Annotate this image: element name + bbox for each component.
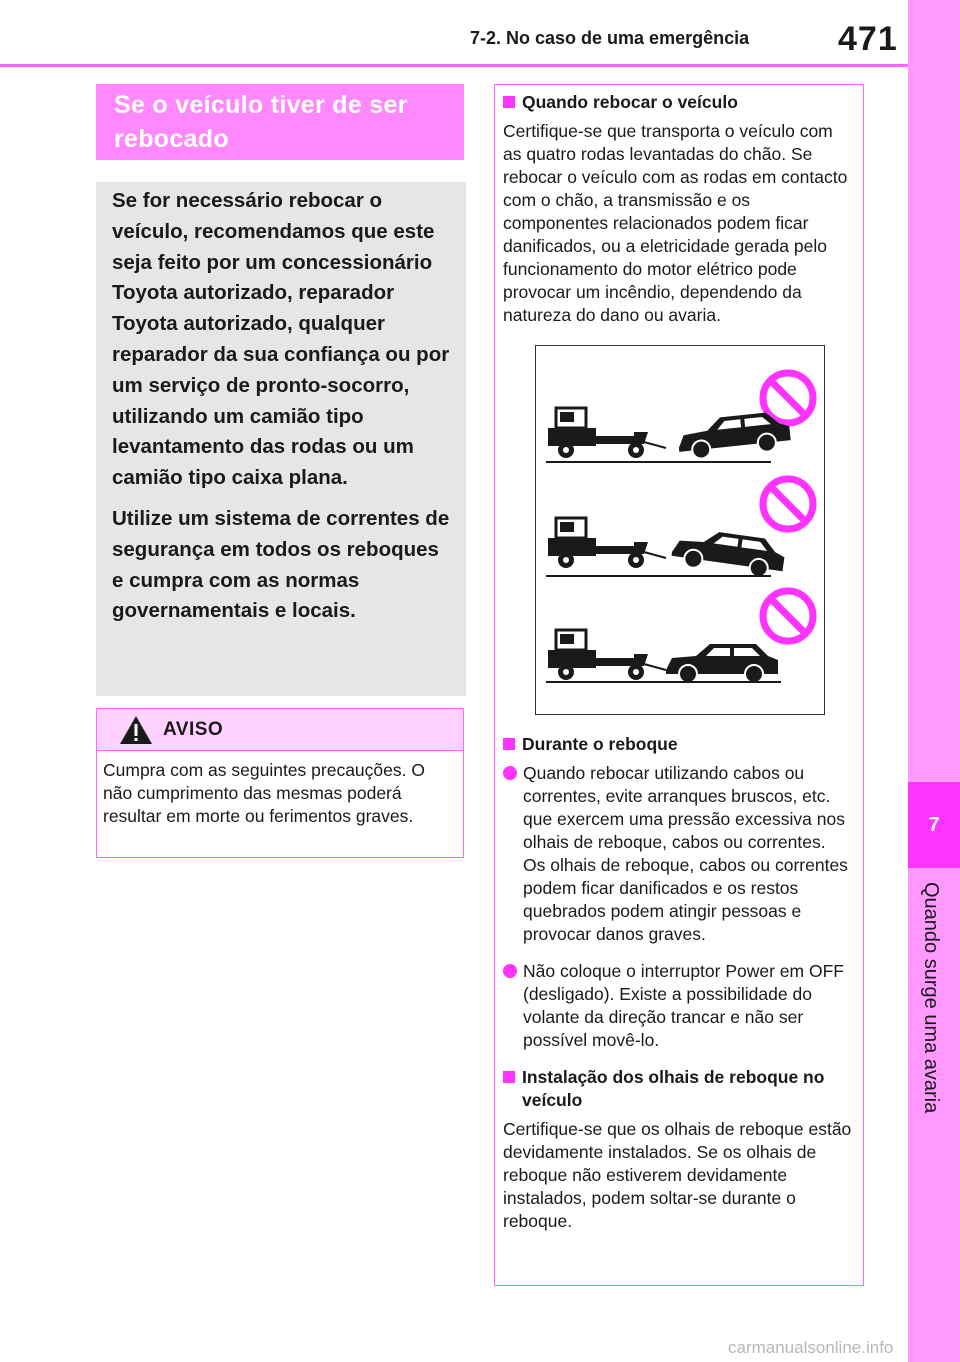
towing-text: Certifique-se que transporta o veículo com as quatro rodas levantadas do chão. Se rebocar o veículo com as rodas em contacto com o chão, a transmissão e os componentes relacionados podem ficar danificados, ou a eletricidade gerada pelo funcionamento do motor elétrico pode provocar um incêndio, dependendo da natureza do dano ou avaria. [503, 121, 848, 325]
towing-illustration [535, 345, 825, 715]
tow-truck-icon-1 [548, 408, 666, 458]
during-heading-text: Durante o reboque [522, 734, 678, 754]
towed-car-icon-2 [670, 526, 786, 580]
square-bullet-icon [503, 1071, 515, 1083]
eyes-heading [503, 1066, 855, 1112]
watermark: carmanualsonline.info [728, 1338, 894, 1357]
eyes-heading-text: Instalação dos olhais de reboque no veículo [522, 1067, 825, 1110]
intro-paragraph-1: Se for necessário rebocar o veículo, recomendamos que este seja feito por um concessionário Toyota autorizado, reparador Toyota autorizado, qualquer reparador da sua confiança ou por um serviço de pronto-socorro, utilizando um camião tipo levantamento das rodas ou um camião tipo caixa plana. [112, 189, 450, 490]
towing-illustration-svg [536, 346, 826, 716]
during-bullet-2-text: Não coloque o interruptor Power em OFF (desligado). Existe a possibilidade do volante da direção trancar e não ser possível movê-lo. [523, 961, 844, 1050]
section-heading: Se o veículo tiver de ser rebocado [96, 84, 464, 160]
section-title: 7-2. No caso de uma emergência [470, 28, 750, 48]
intro-box [96, 182, 466, 696]
during-bullet-2 [503, 960, 855, 1052]
tow-truck-icon-3 [548, 630, 666, 680]
right-column [494, 84, 864, 1286]
header-divider [0, 64, 908, 67]
tow-truck-icon-2 [548, 518, 666, 568]
chapter-number: 7 [908, 782, 960, 868]
during-bullet-1-text: Quando rebocar utilizando cabos ou correntes, evite arranques bruscos, etc. que exercem uma pressão excessiva nos olhais de reboque, cabos ou correntes. Os olhais de reboque, cabos ou correntes podem ficar danificados e os restos quebrados podem atingir pessoas e provocar danos graves. [523, 763, 848, 944]
chapter-side-tab [908, 0, 960, 1362]
warning-text: Cumpra com as seguintes precauções. O não cumprimento das mesmas poderá resultar em morte ou ferimentos graves. [103, 760, 425, 826]
towing-heading [503, 91, 855, 114]
eyes-text: Certifique-se que os olhais de reboque estão devidamente instalados. Se os olhais de reboque não estiverem devidamente instalados, podem soltar-se durante o reboque. [503, 1119, 852, 1231]
during-heading [503, 733, 855, 756]
round-bullet-icon [503, 964, 517, 978]
warning-title: AVISO [163, 718, 224, 740]
warning-box [96, 708, 464, 858]
prohibited-icon-1 [763, 373, 813, 423]
square-bullet-icon [503, 96, 515, 108]
towed-car-icon-3 [666, 644, 778, 683]
round-bullet-icon [503, 766, 517, 780]
square-bullet-icon [503, 738, 515, 750]
warning-triangle-icon [119, 715, 153, 745]
page-number: 471 [838, 20, 898, 58]
towing-heading-text: Quando rebocar o veículo [522, 92, 738, 112]
warning-header [97, 709, 463, 751]
intro-paragraph-2: Utilize um sistema de correntes de segurança em todos os reboques e cumpra com as normas governamentais e locais. [112, 506, 450, 623]
prohibited-icon-3 [763, 591, 813, 641]
prohibited-icon-2 [763, 479, 813, 529]
chapter-title: Quando surge uma avaria [920, 882, 942, 1114]
during-bullet-1 [503, 762, 855, 946]
